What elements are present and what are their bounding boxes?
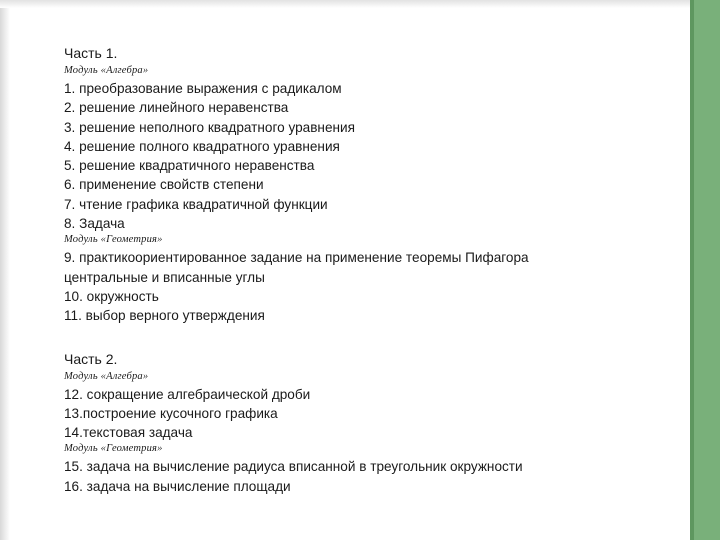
part2-geometry-list: [64, 457, 664, 496]
list-item: 14.текстовая задача: [64, 425, 193, 441]
section-gap: [64, 326, 664, 350]
list-item: 15. задача на вычисление радиуса вписанной в треугольник окружности: [64, 459, 523, 475]
list-item: 11. выбор верного утверждения: [64, 308, 265, 324]
part2-module-geometry: Модуль «Геометрия»: [64, 443, 163, 455]
list-item: 1. преобразование выражения с радикалом: [64, 81, 342, 96]
slide-content: [64, 44, 664, 496]
list-item: 10. окружность: [64, 288, 159, 304]
part1-module-geometry: Модуль «Геометрия»: [64, 234, 163, 246]
list-item: 16. задача на вычисление площади: [64, 478, 291, 494]
part2-module-algebra: Модуль «Алгебра»: [64, 370, 149, 382]
slide-top-shadow: [0, 0, 690, 8]
list-item: 5. решение квадратичного неравенства: [64, 158, 315, 174]
list-item: 8. Задача: [64, 216, 125, 232]
list-item: 4. решение полного квадратного уравнения: [64, 138, 340, 154]
part1-title: Часть 1.: [64, 45, 118, 61]
list-item: 12. сокращение алгебраической дроби: [64, 386, 311, 402]
accent-bar: [694, 0, 720, 540]
part2-algebra-list: [64, 385, 664, 443]
list-item: 3. решение неполного квадратного уравнения: [64, 119, 355, 135]
list-item: 2. решение линейного неравенства: [64, 100, 289, 116]
list-item: 13.построение кусочного графика: [64, 405, 278, 421]
part1-geometry-list: [64, 248, 664, 325]
list-item: центральные и вписанные углы: [64, 269, 265, 285]
list-item: 6. применение свойств степени: [64, 177, 264, 193]
list-item: 7. чтение графика квадратичной функции: [64, 196, 328, 212]
list-item: 9. практикоориентированное задание на применение теоремы Пифагора: [64, 250, 529, 266]
part1-module-algebra: Модуль «Алгебра»: [64, 65, 149, 76]
slide-left-shadow: [0, 0, 10, 540]
part1-algebra-list: [64, 79, 664, 233]
part2-title: Часть 2.: [64, 350, 118, 367]
